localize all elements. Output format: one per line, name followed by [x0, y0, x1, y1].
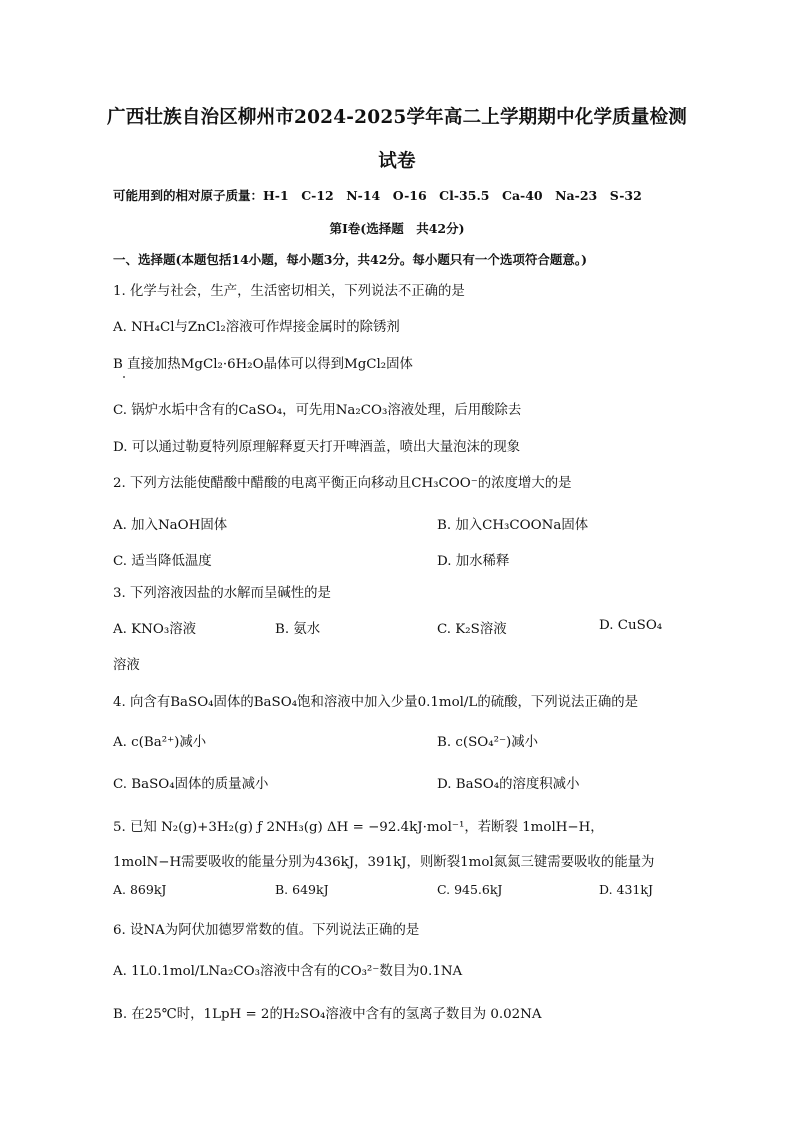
question-3-option-d-wrap: 溶液 — [113, 658, 140, 673]
question-6-stem: 6. 设NA为阿伏加德罗常数的值。下列说法正确的是 — [113, 923, 420, 938]
page-title: 广西壮族自治区柳州市2024-2025学年高二上学期期中化学质量检测 — [107, 107, 687, 128]
question-1-stem: 1. 化学与社会，生产，生活密切相关，下列说法不正确的是 — [113, 284, 465, 299]
question-3-option-b: B. 氨水 — [275, 622, 321, 637]
page-title-continuation: 试卷 — [378, 151, 416, 172]
question-4-option-b: B. c(SO₄²⁻)减小 — [437, 735, 539, 750]
question-4-option-c: C. BaSO₄固体的质量减小 — [113, 777, 269, 792]
question-2-option-b: B. 加入CH₃COONa固体 — [437, 518, 589, 533]
question-6-option-b: B. 在25℃时，1LpH = 2的H₂SO₄溶液中含有的氢离子数目为 0.02NA — [113, 1007, 542, 1022]
question-5-stem-continuation: 1molN−H需要吸收的能量分别为436kJ，391kJ，则断裂1mol氮氮三键需要吸收的能量为 — [113, 855, 655, 870]
question-2-option-a: A. 加入NaOH固体 — [113, 518, 228, 533]
part-instructions: 一、选择题(本题包括14小题，每小题3分，共42分。每小题只有一个选项符合题意。) — [113, 252, 588, 267]
question-4-option-d: D. BaSO₄的溶度积减小 — [437, 777, 580, 792]
question-1-option-a: A. NH₄Cl与ZnCl₂溶液可作焊接金属时的除锈剂 — [113, 320, 400, 335]
question-5-option-a: A. 869kJ — [113, 882, 167, 897]
question-3-option-a: A. KNO₃溶液 — [113, 622, 197, 637]
section-header: 第Ⅰ卷(选择题 共42分) — [329, 221, 465, 236]
question-6-option-a: A. 1L0.1mol/LNa₂CO₃溶液中含有的CO₃²⁻数目为0.1NA — [113, 964, 463, 979]
question-2-option-d: D. 加水稀释 — [437, 554, 510, 569]
atomic-mass-line: 可能用到的相对原子质量：H-1 C-12 N-14 O-16 Cl-35.5 Ca-40 Na-23 S-32 — [113, 188, 642, 203]
question-2-stem: 2. 下列方法能使醋酸中醋酸的电离平衡正向移动且CH₃COO⁻的浓度增大的是 — [113, 476, 572, 491]
question-4-option-a: A. c(Ba²⁺)减小 — [113, 735, 207, 750]
question-3-option-d: D. CuSO₄ — [599, 618, 663, 633]
question-2-option-c: C. 适当降低温度 — [113, 554, 212, 569]
question-5-option-b: B. 649kJ — [275, 882, 329, 897]
question-5-option-c: C. 945.6kJ — [437, 882, 503, 897]
question-1-option-c: C. 锅炉水垢中含有的CaSO₄，可先用Na₂CO₃溶液处理，后用酸除去 — [113, 403, 522, 418]
question-4-stem: 4. 向含有BaSO₄固体的BaSO₄饱和溶液中加入少量0.1mol/L的硫酸，下列说法正确的是 — [113, 695, 639, 710]
question-1-option-d: D. 可以通过勒夏特列原理解释夏天打开啤酒盖，喷出大量泡沫的现象 — [113, 440, 521, 455]
question-1-option-b: B 直接加热MgCl₂·6H₂O晶体可以得到MgCl₂固体 — [113, 357, 413, 372]
question-3-option-c: C. K₂S溶液 — [437, 622, 507, 637]
stray-dot-mark — [123, 376, 125, 378]
question-3-stem: 3. 下列溶液因盐的水解而呈碱性的是 — [113, 586, 331, 601]
question-5-option-d: D. 431kJ — [599, 882, 653, 897]
question-5-stem: 5. 已知 N₂(g)+3H₂(g) ƒ 2NH₃(g) ΔH = −92.4kJ·mol⁻¹，若断裂 1molH−H， — [113, 820, 604, 835]
